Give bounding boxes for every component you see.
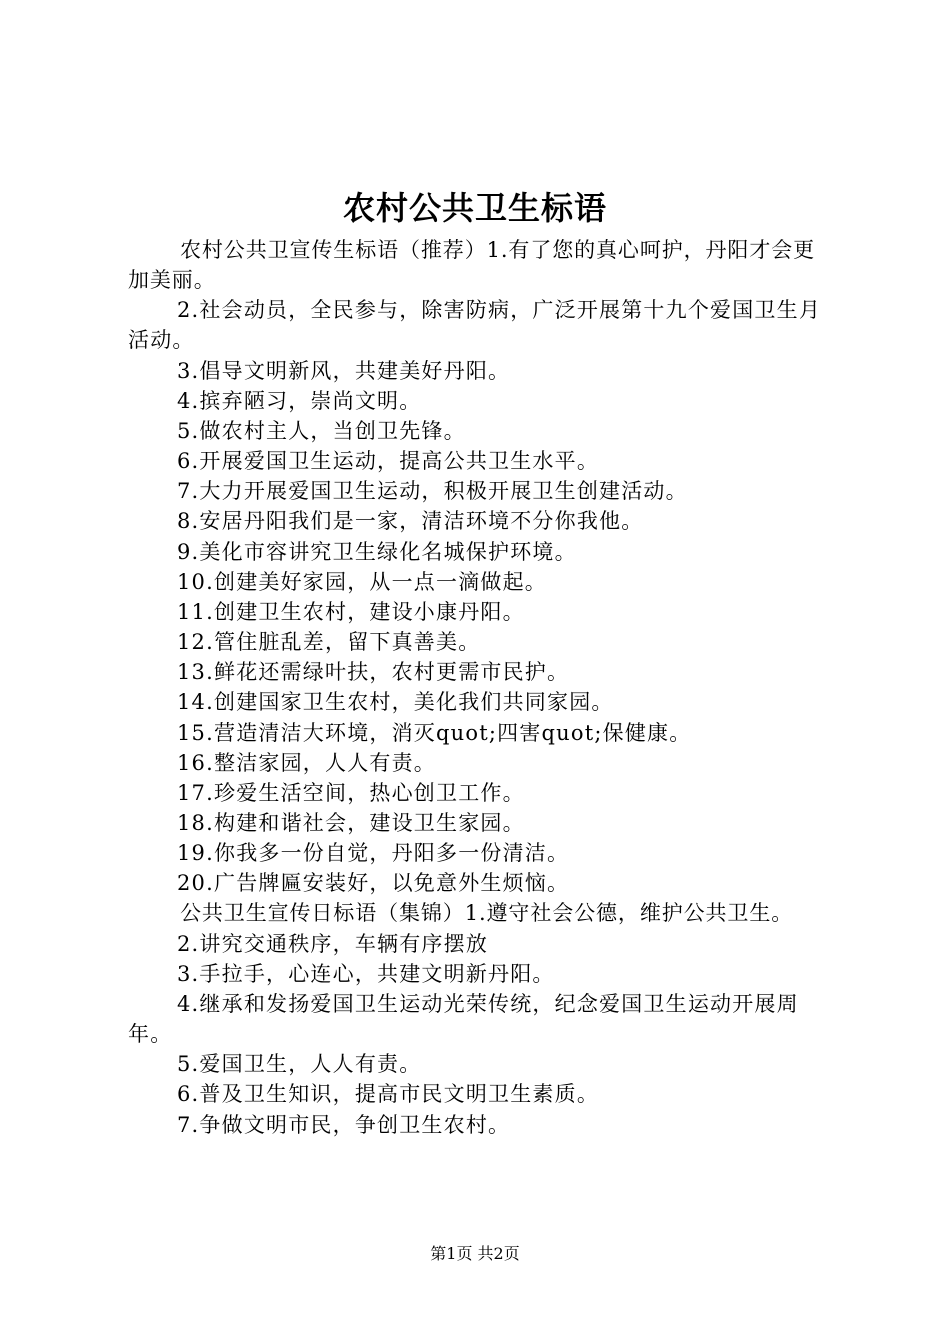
slogan-item: 17.珍爱生活空间，热心创卫工作。 [177, 780, 525, 805]
slogan-item: 14.创建国家卫生农村，美化我们共同家园。 [177, 690, 614, 715]
document-body [128, 235, 830, 1140]
slogan-item: 4.摈弃陋习，崇尚文明。 [177, 388, 422, 413]
page-footer: 第1页 共2页 [430, 1244, 520, 1263]
slogan-item: 16.整洁家园，人人有责。 [177, 750, 436, 775]
slogan-item: 9.美化市容讲究卫生绿化名城保护环境。 [177, 539, 577, 564]
slogan-item: 12.管住脏乱差，留下真善美。 [177, 630, 481, 655]
slogan-item: 3.手拉手，心连心，共建文明新丹阳。 [177, 961, 555, 986]
slogan-item: 10.创建美好家园，从一点一滴做起。 [177, 569, 547, 594]
slogan-item: 5.做农村主人，当创卫先锋。 [177, 418, 466, 443]
slogan-item: 11.创建卫生农村，建设小康丹阳。 [177, 599, 525, 624]
slogan-item: 2.讲究交通秩序，车辆有序摆放 [177, 931, 489, 956]
slogan-item: 19.你我多一份自觉，丹阳多一份清洁。 [177, 841, 570, 866]
document-title: 农村公共卫生标语 [342, 189, 607, 227]
slogan-item: 15.营造清洁大环境，消灭quot;四害quot;保健康。 [177, 720, 692, 745]
slogan-item: 13.鲜花还需绿叶扶，农村更需市民护。 [177, 660, 570, 685]
slogan-item: 3.倡导文明新风，共建美好丹阳。 [177, 358, 511, 383]
slogan-item: 20.广告牌匾安装好，以免意外生烦恼。 [177, 871, 570, 896]
slogan-item: 8.安居丹阳我们是一家，清洁环境不分你我他。 [177, 509, 644, 534]
paragraph-intro-collection: 公共卫生宣传日标语（集锦）1.遵守社会公德，维护公共卫生。 [180, 901, 794, 926]
slogan-item: 5.爱国卫生，人人有责。 [177, 1052, 422, 1077]
slogan-item: 7.争做文明市民，争创卫生农村。 [177, 1112, 511, 1137]
slogan-item: 6.普及卫生知识，提高市民文明卫生素质。 [177, 1082, 600, 1107]
slogan-item: 7.大力开展爱国卫生运动，积极开展卫生创建活动。 [177, 479, 688, 504]
slogan-item: 6.开展爱国卫生运动，提高公共卫生水平。 [177, 449, 600, 474]
slogan-item: 4.继承和发扬爱国卫生运动光荣传统，纪念爱国卫生运动开展周年。 [128, 991, 799, 1047]
slogan-item: 2.社会动员，全民参与，除害防病，广泛开展第十九个爱国卫生月活动。 [128, 298, 822, 353]
slogan-item: 18.构建和谐社会，建设卫生家园。 [177, 810, 525, 835]
paragraph-intro-recommended: 农村公共卫宣传生标语（推荐）1.有了您的真心呵护，丹阳才会更加美丽。 [128, 238, 816, 293]
